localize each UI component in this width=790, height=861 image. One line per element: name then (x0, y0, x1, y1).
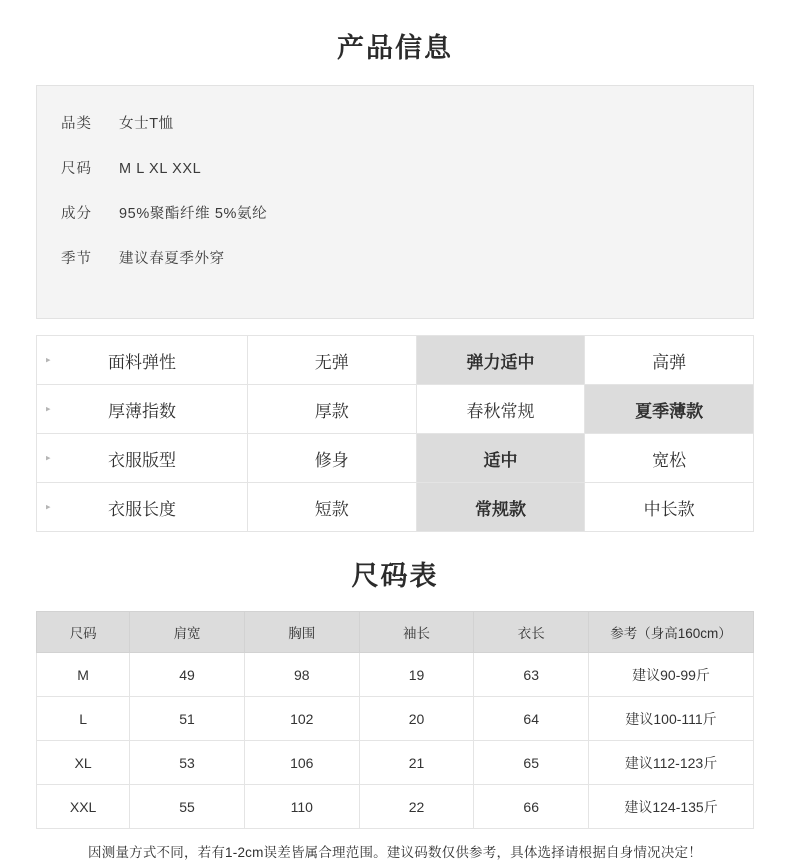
caret-right-icon: ▸ (46, 452, 51, 463)
table-cell: 98 (244, 653, 359, 697)
attribute-option[interactable]: 中长款 (585, 483, 754, 532)
info-value: 女士T恤 (119, 116, 174, 132)
attribute-name-cell (37, 483, 248, 532)
table-cell: 55 (130, 785, 245, 829)
table-cell: 建议124-135斤 (589, 785, 754, 829)
caret-right-icon: ▸ (46, 403, 51, 414)
table-cell: XXL (37, 785, 130, 829)
info-row (61, 112, 753, 157)
table-row (37, 653, 754, 697)
info-label: 尺码 (61, 161, 92, 177)
info-value: 建议春夏季外穿 (119, 251, 225, 267)
table-header-row (37, 612, 754, 653)
info-label: 成分 (61, 206, 92, 222)
table-cell: 19 (359, 653, 474, 697)
info-row (61, 157, 753, 202)
attribute-table (36, 335, 754, 532)
info-value: M L XL XXL (119, 161, 202, 177)
product-info-panel (36, 85, 754, 319)
table-cell: 110 (244, 785, 359, 829)
table-cell: 102 (244, 697, 359, 741)
attribute-option[interactable]: 春秋常规 (416, 385, 585, 434)
column-header: 胸围 (244, 612, 359, 653)
column-header: 参考（身高160cm） (589, 612, 754, 653)
attribute-option[interactable]: 厚款 (247, 385, 416, 434)
attribute-name: 衣服版型 (107, 450, 176, 470)
table-cell: 建议100-111斤 (589, 697, 754, 741)
info-row (61, 202, 753, 247)
table-row (37, 434, 754, 483)
attribute-option-selected[interactable]: 适中 (416, 434, 585, 483)
column-header: 肩宽 (130, 612, 245, 653)
table-cell: 64 (474, 697, 589, 741)
table-cell: L (37, 697, 130, 741)
table-cell: 建议90-99斤 (589, 653, 754, 697)
size-chart-note: 因测量方式不同，若有1-2cm误差皆属合理范围。建议码数仅供参考，具体选择请根据自身情况决定！ (88, 845, 702, 860)
attribute-name: 衣服长度 (107, 499, 176, 519)
table-row (37, 336, 754, 385)
attribute-name-cell (37, 385, 248, 434)
table-cell: 51 (130, 697, 245, 741)
size-chart-table (36, 611, 754, 829)
attribute-name-cell (37, 336, 248, 385)
attribute-option[interactable]: 宽松 (585, 434, 754, 483)
table-cell: 106 (244, 741, 359, 785)
attribute-option-selected[interactable]: 夏季薄款 (585, 385, 754, 434)
table-cell: XL (37, 741, 130, 785)
attribute-name-cell (37, 434, 248, 483)
table-cell: 建议112-123斤 (589, 741, 754, 785)
info-label: 季节 (61, 251, 92, 267)
table-cell: M (37, 653, 130, 697)
attribute-option[interactable]: 高弹 (585, 336, 754, 385)
table-cell: 21 (359, 741, 474, 785)
size-chart-title: 尺码表 (351, 561, 439, 591)
table-row (37, 483, 754, 532)
attribute-option-selected[interactable]: 常规款 (416, 483, 585, 532)
attribute-option-selected[interactable]: 弹力适中 (416, 336, 585, 385)
attribute-option[interactable]: 修身 (247, 434, 416, 483)
info-label: 品类 (61, 116, 92, 132)
column-header: 尺码 (37, 612, 130, 653)
table-cell: 49 (130, 653, 245, 697)
table-cell: 63 (474, 653, 589, 697)
table-row (37, 741, 754, 785)
table-cell: 22 (359, 785, 474, 829)
table-cell: 65 (474, 741, 589, 785)
attribute-option[interactable]: 短款 (247, 483, 416, 532)
attribute-name: 厚薄指数 (107, 401, 176, 421)
caret-right-icon: ▸ (46, 354, 51, 365)
table-cell: 53 (130, 741, 245, 785)
info-value: 95%聚酯纤维 5%氨纶 (119, 206, 268, 222)
page-title: 产品信息 (337, 33, 453, 63)
table-cell: 66 (474, 785, 589, 829)
table-row (37, 697, 754, 741)
column-header: 衣长 (474, 612, 589, 653)
table-cell: 20 (359, 697, 474, 741)
column-header: 袖长 (359, 612, 474, 653)
attribute-option[interactable]: 无弹 (247, 336, 416, 385)
table-row (37, 785, 754, 829)
table-row (37, 385, 754, 434)
info-row (61, 247, 753, 292)
attribute-name: 面料弹性 (107, 352, 176, 372)
caret-right-icon: ▸ (46, 501, 51, 512)
